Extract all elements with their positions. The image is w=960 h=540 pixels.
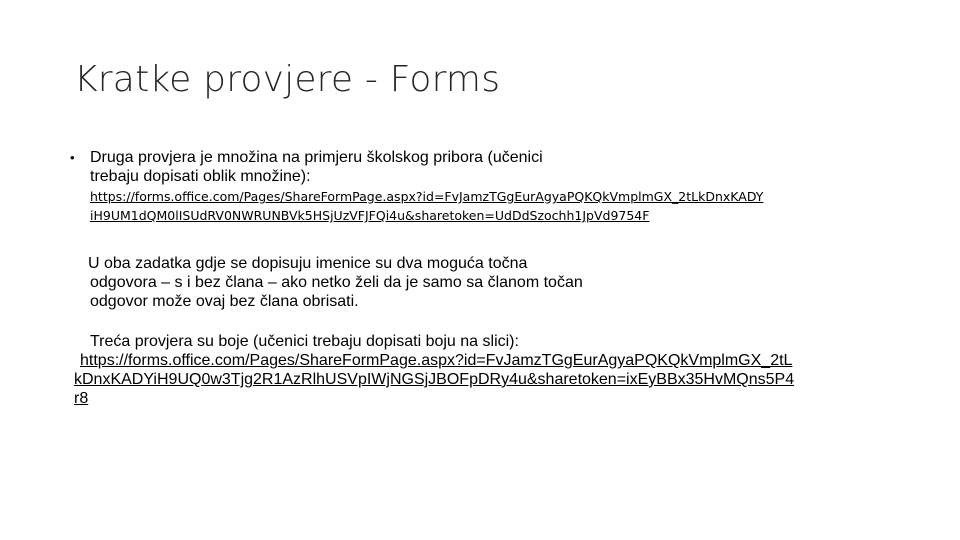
forms-link-1-line-2[interactable]: iH9UM1dQM0lISUdRV0NWRUNBVk5HSjUzVFJFQi4u&sharetoken=UdDdSzochh1JpVd9754F	[90, 208, 650, 223]
forms-link-1-anchor[interactable]	[90, 187, 900, 225]
bullet-icon: •	[70, 150, 75, 165]
slide-title: Kratke provjere - Forms	[74, 59, 501, 100]
forms-link-1-line-1[interactable]: https://forms.office.com/Pages/ShareFormPage.aspx?id=FvJamzTGgEurAgyaPQKQkVmplmGX_2tLkDnxKADY	[90, 189, 764, 204]
colors-quiz-text: Treća provjera su boje (učenici trebaju dopisati boju na slici):	[90, 333, 519, 350]
bullet-text-line-1: Druga provjera je množina na primjeru školskog pribora (učenici	[90, 149, 543, 166]
note-line-1: U oba zadatka gdje se dopisuju imenice su dva moguća točna	[88, 255, 528, 272]
note-line-2: odgovora – s i bez člana – ako netko želi da je samo sa članom točan	[90, 274, 583, 291]
forms-link-2-line-3[interactable]: r8	[74, 390, 89, 407]
forms-link-1[interactable]	[90, 187, 900, 225]
note-paragraph	[88, 254, 688, 311]
note-line-3: odgovor može ovaj bez člana obrisati.	[90, 293, 359, 310]
forms-link-2-line-1[interactable]: https://forms.office.com/Pages/ShareFormPage.aspx?id=FvJamzTGgEurAgyaPQKQkVmplmGX_2tL	[80, 352, 793, 369]
forms-link-2-line-2[interactable]: kDnxKADYiH9UQ0w3Tjg2R1AzRlhUSVpIWjNGSjJBOFpDRy4u&sharetoken=ixEyBBx35HvMQns5P4	[74, 371, 795, 388]
forms-link-2[interactable]	[74, 351, 894, 408]
forms-link-2-anchor[interactable]	[74, 351, 894, 408]
bullet-text-line-2: trebaju dopisati oblik množine):	[90, 168, 311, 185]
